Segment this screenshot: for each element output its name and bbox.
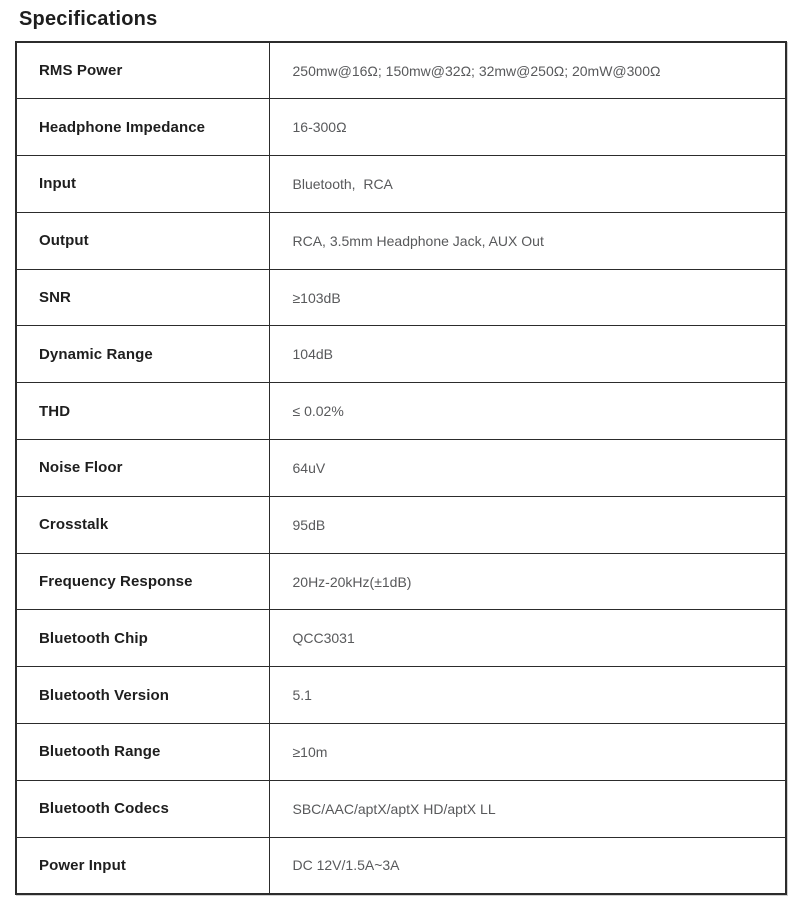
spec-label-power-input: Power Input <box>16 837 269 894</box>
spec-label-crosstalk: Crosstalk <box>16 496 269 553</box>
spec-value-output: RCA, 3.5mm Headphone Jack, AUX Out <box>269 212 786 269</box>
spec-row-headphone-impedance <box>16 99 786 156</box>
spec-row-bluetooth-range <box>16 724 786 781</box>
spec-label-frequency-response: Frequency Response <box>16 553 269 610</box>
spec-value-bluetooth-range: ≥10m <box>269 724 786 781</box>
page-title: Specifications <box>19 8 158 30</box>
spec-value-rms-power: 250mw@16Ω; 150mw@32Ω; 32mw@250Ω; 20mW@300Ω <box>269 42 786 99</box>
spec-row-snr <box>16 269 786 326</box>
spec-label-thd: THD <box>16 383 269 440</box>
spec-value-frequency-response: 20Hz-20kHz(±1dB) <box>269 553 786 610</box>
spec-label-snr: SNR <box>16 269 269 326</box>
spec-value-dynamic-range: 104dB <box>269 326 786 383</box>
spec-value-bluetooth-chip: QCC3031 <box>269 610 786 667</box>
spec-value-bluetooth-version: 5.1 <box>269 667 786 724</box>
spec-row-frequency-response <box>16 553 786 610</box>
spec-row-rms-power <box>16 42 786 99</box>
spec-value-headphone-impedance: 16-300Ω <box>269 99 786 156</box>
spec-value-bluetooth-codecs: SBC/AAC/aptX/aptX HD/aptX LL <box>269 780 786 837</box>
spec-label-input: Input <box>16 156 269 213</box>
spec-label-bluetooth-range: Bluetooth Range <box>16 724 269 781</box>
spec-label-dynamic-range: Dynamic Range <box>16 326 269 383</box>
spec-label-bluetooth-codecs: Bluetooth Codecs <box>16 780 269 837</box>
spec-row-noise-floor <box>16 440 786 497</box>
spec-label-headphone-impedance: Headphone Impedance <box>16 99 269 156</box>
spec-row-power-input <box>16 837 786 894</box>
spec-row-bluetooth-codecs <box>16 780 786 837</box>
spec-row-output <box>16 212 786 269</box>
spec-row-thd <box>16 383 786 440</box>
spec-value-noise-floor: 64uV <box>269 440 786 497</box>
spec-row-bluetooth-version <box>16 667 786 724</box>
spec-row-dynamic-range <box>16 326 786 383</box>
spec-value-power-input: DC 12V/1.5A~3A <box>269 837 786 894</box>
spec-row-bluetooth-chip <box>16 610 786 667</box>
spec-value-crosstalk: 95dB <box>269 496 786 553</box>
spec-row-input <box>16 156 786 213</box>
spec-label-bluetooth-chip: Bluetooth Chip <box>16 610 269 667</box>
spec-label-noise-floor: Noise Floor <box>16 440 269 497</box>
spec-label-bluetooth-version: Bluetooth Version <box>16 667 269 724</box>
spec-row-crosstalk <box>16 496 786 553</box>
spec-label-rms-power: RMS Power <box>16 42 269 99</box>
spec-label-output: Output <box>16 212 269 269</box>
spec-value-input: Bluetooth, RCA <box>269 156 786 213</box>
spec-value-thd: ≤ 0.02% <box>269 383 786 440</box>
specifications-table <box>15 41 787 895</box>
spec-value-snr: ≥103dB <box>269 269 786 326</box>
